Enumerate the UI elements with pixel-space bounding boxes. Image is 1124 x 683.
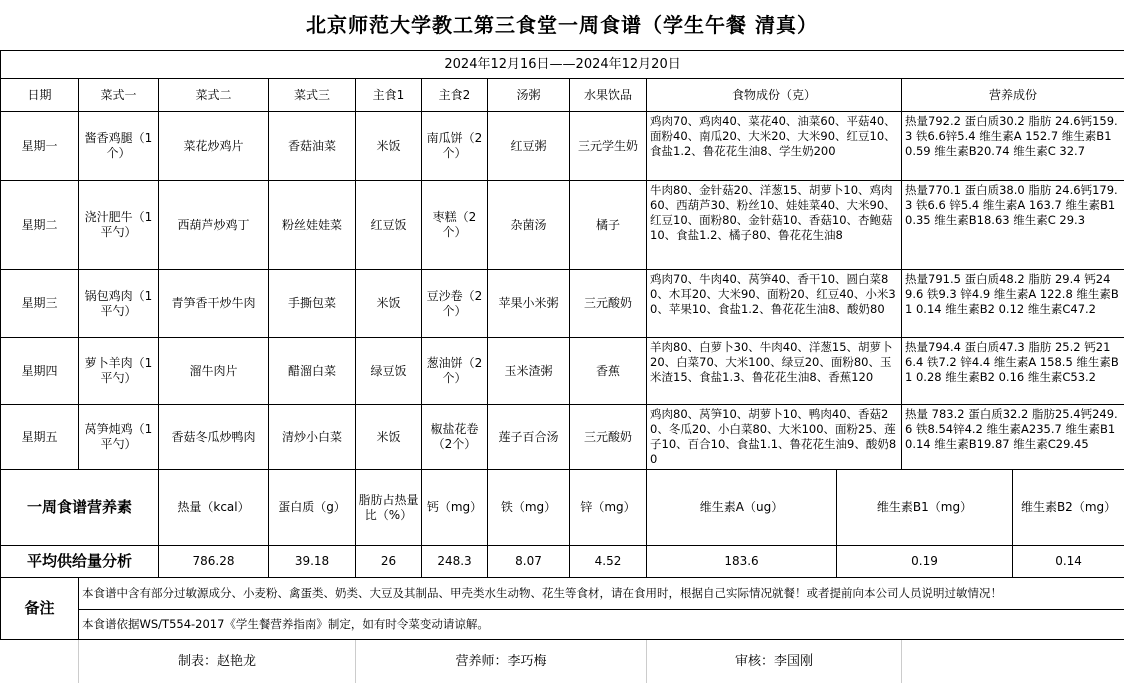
table-row: [1, 270, 1124, 338]
ingredients-cell: 鸡肉70、牛肉40、莴笋40、香干10、圆白菜80、木耳20、大米90、面粉20、红豆40、小米30、苹果10、食盐1.2、鲁花花生油8、酸奶80: [647, 270, 902, 338]
nutrition-cell: 热量792.2 蛋白质30.2 脂肪 24.6钙159.3 铁6.6锌5.4 维生素A 152.7 维生素B10.59 维生素B20.74 维生素C 32.7: [902, 112, 1124, 181]
dish3-cell: 醋溜白菜: [269, 338, 356, 405]
header-cell: 营养成份: [902, 79, 1124, 112]
nutrition-cell: 热量794.4 蛋白质47.3 脂肪 25.2 钙216.4 铁7.2 锌4.4 维生素A 158.5 维生素B1 0.28 维生素B2 0.16 维生素C53.2: [902, 338, 1124, 405]
notes-label: 备注: [1, 578, 79, 640]
header-cell: 菜式三: [269, 79, 356, 112]
nutrient-header: 脂肪占热量比（%）: [356, 470, 422, 546]
nutrient-value: 26: [356, 546, 422, 578]
summary-header-row: [1, 470, 1124, 546]
avg-label: 平均供给量分析: [1, 546, 159, 578]
day-cell: 星期五: [1, 405, 79, 470]
nutrient-value: 8.07: [488, 546, 570, 578]
day-cell: 星期三: [1, 270, 79, 338]
dish3-cell: 手撕包菜: [269, 270, 356, 338]
dish1-cell: 莴笋炖鸡（1平勺）: [79, 405, 159, 470]
menu-table: [0, 50, 1124, 683]
soup-cell: 莲子百合汤: [488, 405, 570, 470]
nutrient-value: 4.52: [570, 546, 647, 578]
nutrient-value: 39.18: [269, 546, 356, 578]
staple1-cell: 米饭: [356, 112, 422, 181]
header-cell: 主食2: [422, 79, 488, 112]
dish2-cell: 西葫芦炒鸡丁: [159, 181, 269, 270]
table-row: [1, 405, 1124, 470]
header-cell: 菜式一: [79, 79, 159, 112]
nutrient-header: 铁（mg）: [488, 470, 570, 546]
header-cell: 日期: [1, 79, 79, 112]
dish1-cell: 酱香鸡腿（1个）: [79, 112, 159, 181]
header-cell: 水果饮品: [570, 79, 647, 112]
header-cell: 汤粥: [488, 79, 570, 112]
ingredients-cell: 牛肉80、金针菇20、洋葱15、胡萝卜10、鸡肉60、西葫芦30、粉丝10、娃娃菜40、大米90、红豆10、面粉80、金针菇10、香菇10、杏鲍菇10、食盐1.2、橘子80、鲁花花生油8: [647, 181, 902, 270]
dish3-cell: 粉丝娃娃菜: [269, 181, 356, 270]
dish2-cell: 菜花炒鸡片: [159, 112, 269, 181]
staple2-cell: 葱油饼（2个）: [422, 338, 488, 405]
ingredients-cell: 鸡肉80、莴笋10、胡萝卜10、鸭肉40、香菇20、冬瓜20、小白菜80、大米100、面粉25、莲子10、百合10、食盐1.1、鲁花花生油9、酸奶80: [647, 405, 902, 470]
staple2-cell: 椒盐花卷（2个）: [422, 405, 488, 470]
footer-maker: 制表：赵艳龙: [79, 640, 356, 683]
guideline-note: 本食谱依据WS/T554-2017《学生餐营养指南》制定，如有时令菜变动请谅解。: [79, 610, 1124, 640]
dish2-cell: 溜牛肉片: [159, 338, 269, 405]
staple2-cell: 枣糕（2个）: [422, 181, 488, 270]
soup-cell: 红豆粥: [488, 112, 570, 181]
dish1-cell: 萝卜羊肉（1平勺）: [79, 338, 159, 405]
nutrient-value: 0.19: [837, 546, 1013, 578]
table-row: [1, 181, 1124, 270]
nutrition-cell: 热量791.5 蛋白质48.2 脂肪 29.4 钙249.6 铁9.3 锌4.9 维生素A 122.8 维生素B1 0.14 维生素B2 0.12 维生素C47.2: [902, 270, 1124, 338]
nutrient-header: 蛋白质（g）: [269, 470, 356, 546]
footer-spacer: [902, 640, 1124, 683]
dish3-cell: 香菇油菜: [269, 112, 356, 181]
nutrient-header: 锌（mg）: [570, 470, 647, 546]
day-cell: 星期二: [1, 181, 79, 270]
footer-nutritionist: 营养师：李巧梅: [356, 640, 647, 683]
summary-value-row: [1, 546, 1124, 578]
fruit-cell: 橘子: [570, 181, 647, 270]
nutrient-header: 钙（mg）: [422, 470, 488, 546]
staple1-cell: 绿豆饭: [356, 338, 422, 405]
summary-label: 一周食谱营养素: [1, 470, 159, 546]
nutrient-header: 维生素B1（mg）: [837, 470, 1013, 546]
allergen-note: 本食谱中含有部分过敏源成分、小麦粉、禽蛋类、奶类、大豆及其制品、甲壳类水生动物、花生等食材，请在食用时，根据自己实际情况就餐！或者提前向本公司人员说明过敏情况！: [79, 578, 1124, 610]
soup-cell: 杂菌汤: [488, 181, 570, 270]
date-range: 2024年12月16日——2024年12月20日: [1, 51, 1124, 79]
nutrient-value: 183.6: [647, 546, 837, 578]
staple1-cell: 红豆饭: [356, 181, 422, 270]
fruit-cell: 三元酸奶: [570, 270, 647, 338]
dish3-cell: 清炒小白菜: [269, 405, 356, 470]
staple2-cell: 南瓜饼（2个）: [422, 112, 488, 181]
nutrient-value: 786.28: [159, 546, 269, 578]
footer-spacer: [1, 640, 79, 683]
date-range-row: [1, 51, 1124, 79]
table-row: [1, 338, 1124, 405]
nutrient-header: 热量（kcal）: [159, 470, 269, 546]
footer-reviewer: 审核：李国刚: [647, 640, 902, 683]
ingredients-cell: 羊肉80、白萝卜30、牛肉40、洋葱15、胡萝卜20、白菜70、大米100、绿豆20、面粉80、玉米渣15、食盐1.3、鲁花花生油8、香蕉120: [647, 338, 902, 405]
header-cell: 菜式二: [159, 79, 269, 112]
fruit-cell: 三元学生奶: [570, 112, 647, 181]
ingredients-cell: 鸡肉70、鸡肉40、菜花40、油菜60、平菇40、面粉40、南瓜20、大米20、大米90、红豆10、食盐1.2、鲁花花生油8、学生奶200: [647, 112, 902, 181]
staple2-cell: 豆沙卷（2个）: [422, 270, 488, 338]
dish2-cell: 香菇冬瓜炒鸭肉: [159, 405, 269, 470]
dish1-cell: 锅包鸡肉（1平勺）: [79, 270, 159, 338]
header-cell: 主食1: [356, 79, 422, 112]
nutrition-cell: 热量 783.2 蛋白质32.2 脂肪25.4钙249.6 铁8.54锌4.2 维生素A235.7 维生素B10.14 维生素B19.87 维生素C29.45: [902, 405, 1124, 470]
staple1-cell: 米饭: [356, 270, 422, 338]
soup-cell: 苹果小米粥: [488, 270, 570, 338]
dish1-cell: 浇汁肥牛（1平勺）: [79, 181, 159, 270]
page-title: 北京师范大学教工第三食堂一周食谱（学生午餐 清真）: [0, 0, 1124, 50]
footer-row: [1, 640, 1124, 683]
staple1-cell: 米饭: [356, 405, 422, 470]
nutrient-header: 维生素A（ug）: [647, 470, 837, 546]
fruit-cell: 三元酸奶: [570, 405, 647, 470]
notes-row: [1, 578, 1124, 610]
fruit-cell: 香蕉: [570, 338, 647, 405]
notes-row: [1, 610, 1124, 640]
soup-cell: 玉米渣粥: [488, 338, 570, 405]
day-cell: 星期一: [1, 112, 79, 181]
day-cell: 星期四: [1, 338, 79, 405]
nutrition-cell: 热量770.1 蛋白质38.0 脂肪 24.6钙179.3 铁6.6 锌5.4 维生素A 163.7 维生素B1 0.35 维生素B18.63 维生素C 29.3: [902, 181, 1124, 270]
dish2-cell: 青笋香干炒牛肉: [159, 270, 269, 338]
header-cell: 食物成份（克）: [647, 79, 902, 112]
nutrient-value: 0.14: [1013, 546, 1124, 578]
nutrient-value: 248.3: [422, 546, 488, 578]
table-row: [1, 112, 1124, 181]
nutrient-header: 维生素B2（mg）: [1013, 470, 1124, 546]
header-row: [1, 79, 1124, 112]
